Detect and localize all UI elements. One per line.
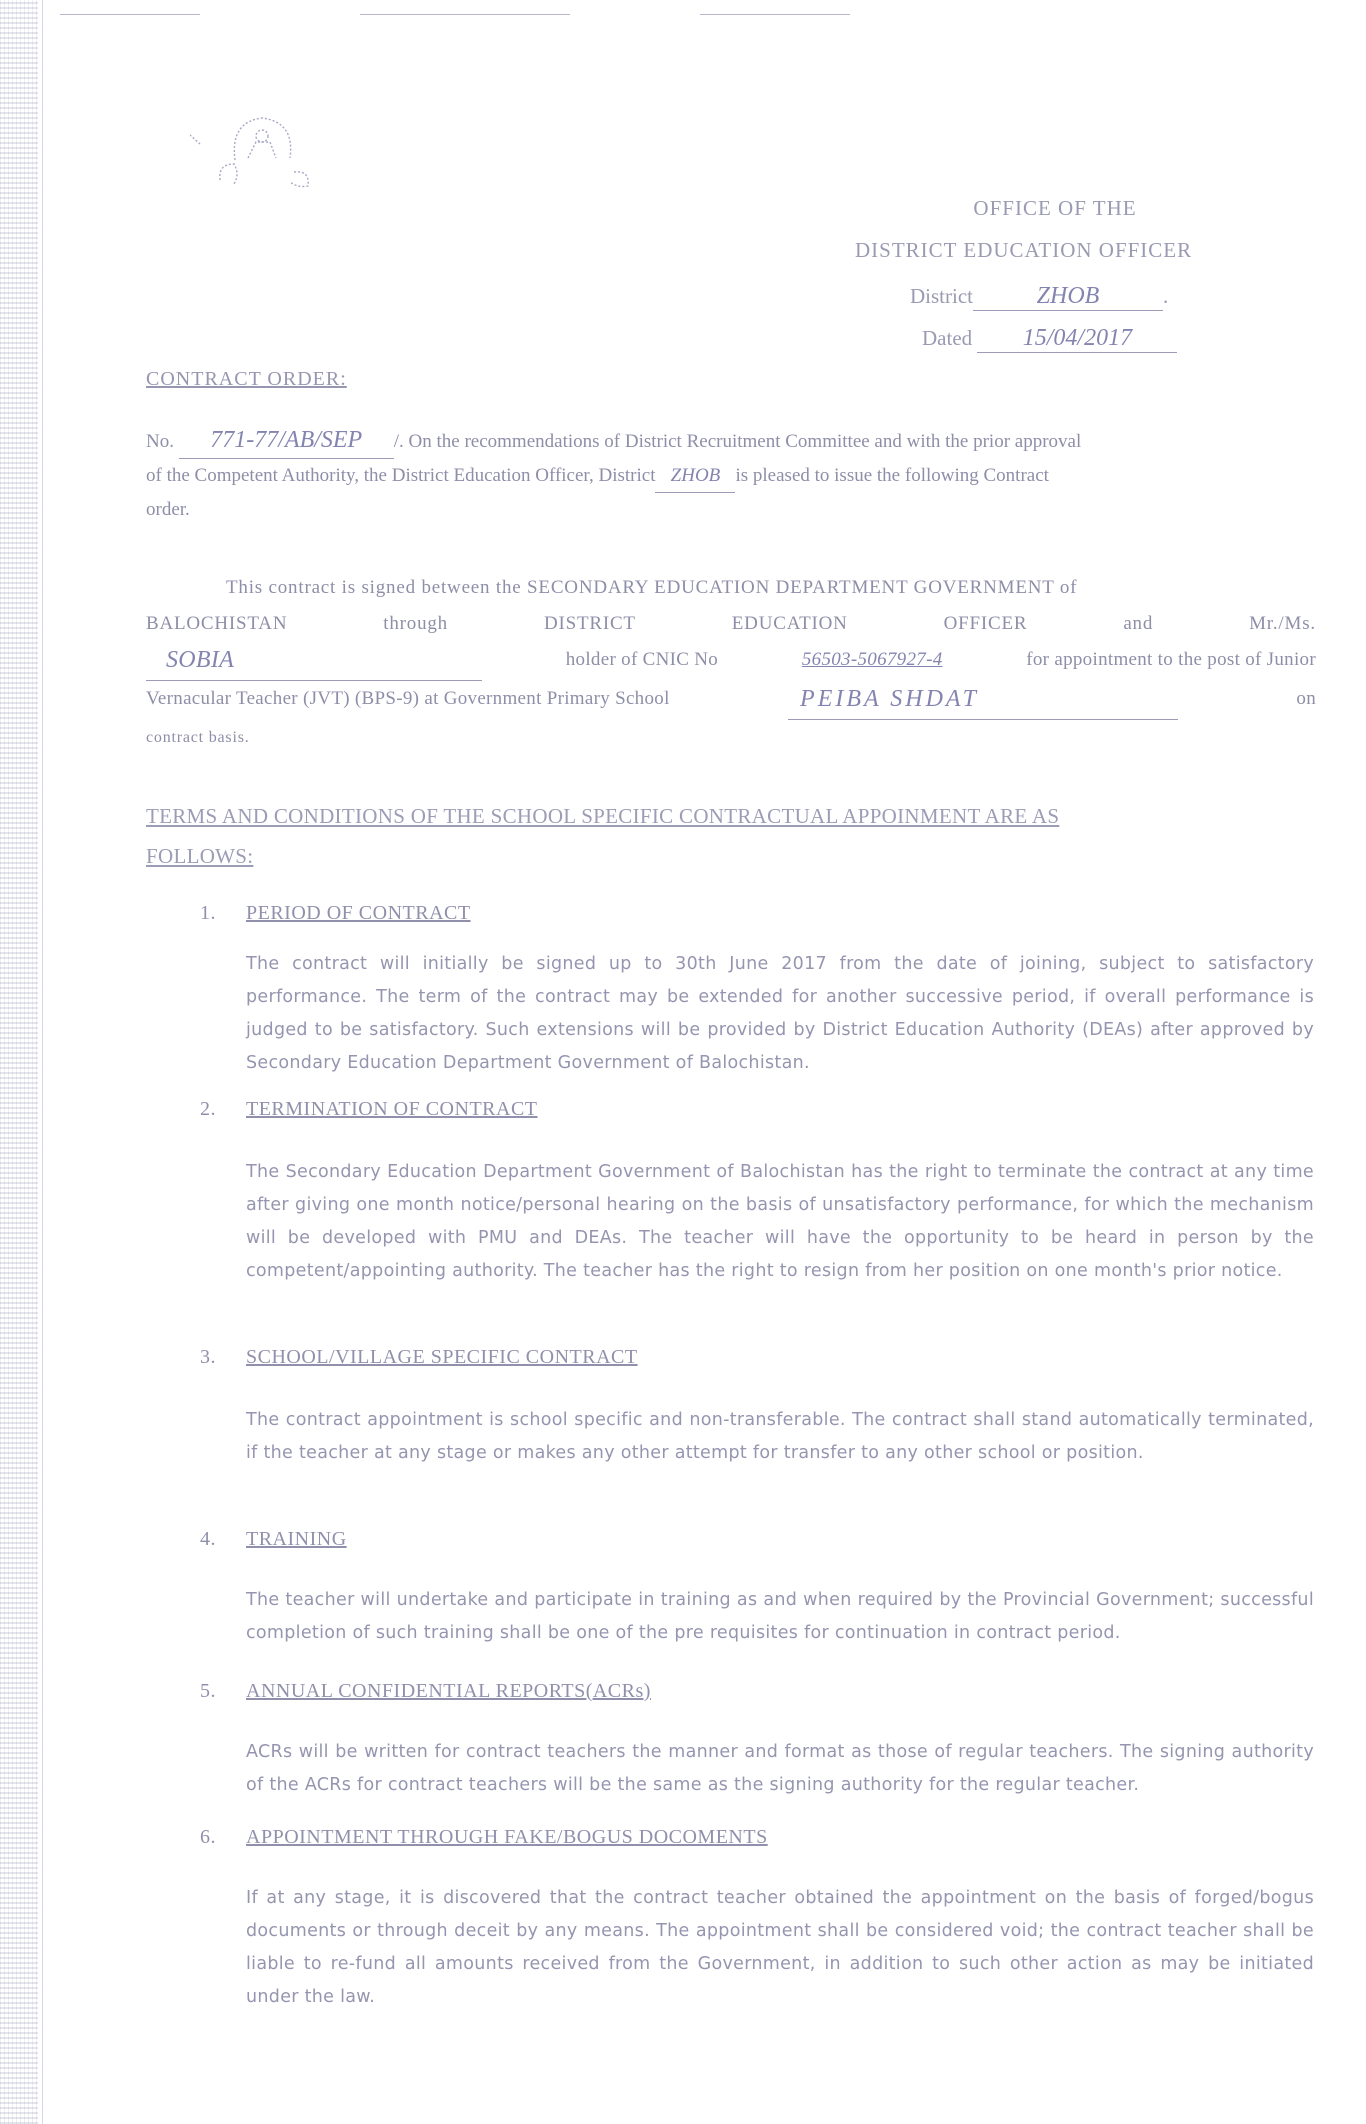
government-emblem-icon [190,100,320,195]
contract-order-title: CONTRACT ORDER: [146,368,347,390]
cnic-handwritten-value: 56503-5067927-4 [801,649,943,670]
top-scan-mark [60,14,200,15]
order-no-label: No. [146,431,174,452]
section-title: SCHOOL/VILLAGE SPECIFIC CONTRACT [246,1346,638,1368]
para2-word: EDUCATION [731,613,848,634]
para2-word: and [1123,613,1154,634]
dated-handwritten-value: 15/04/2017 [1022,325,1133,351]
section-title: TRAINING [246,1528,347,1550]
order-district-handwritten-value: ZHOB [670,465,721,486]
dated-label: Dated [922,326,973,350]
district-field: District ZHOB . [910,283,1169,309]
order-para1-line2-before: of the Competent Authority, the District Education Officer, District [146,465,656,486]
page-edge-line [42,0,43,2124]
order-paragraph-2 [146,570,1316,756]
district-handwritten-value: ZHOB [1036,283,1100,309]
para2-line2 [146,606,1316,642]
top-scan-mark [700,14,850,15]
office-line-1: OFFICE OF THE [973,196,1137,220]
section-5-heading [200,1680,651,1703]
cnic-label: holder of CNIC No [565,649,719,670]
teacher-name-handwritten-value: SOBIA [166,647,235,673]
scan-edge-noise [0,0,38,2124]
order-para1-line3: order. [146,499,190,520]
para2-word: through [383,613,448,634]
section-3-body: The contract appointment is school specific and non-transferable. The contract shall stand automatically terminated, if the teacher at any stage or makes any other attempt for transfer to any other school or position. [246,1410,1314,1463]
para2-word: BALOCHISTAN [146,613,288,634]
section-6-heading [200,1826,768,1849]
section-number: 3. [200,1346,216,1368]
post-text: for appointment to the post of Junior [1026,649,1316,670]
para2-word: OFFICER [943,613,1028,634]
section-number: 2. [200,1098,216,1120]
office-line-2: DISTRICT EDUCATION OFFICER [855,238,1193,262]
section-1-body: The contract will initially be signed up to 30th June 2017 from the date of joining, subject to satisfactory performance. The term of the contract may be extended for another successive period, if overall performance is judged to be satisfactory. Such extensions will be provided by District Education Authority (DEAs) after approved by Secondary Education Department Government of Balochistan. [246,954,1314,1073]
terms-heading [146,796,1236,876]
section-2-body: The Secondary Education Department Government of Balochistan has the right to terminate the contract at any time after giving one month notice/personal hearing on the basis of unsatisfactory performance, for which the mechanism will be developed with PMU and DEAs. The teacher will have the opportunity to be heard in person by the competent/appointing authority. The teacher has the right to resign from her position on one month's prior notice. [246,1162,1314,1281]
section-1-heading [200,902,471,925]
para2-line4-before: Vernacular Teacher (JVT) (BPS-9) at Government Primary School [146,688,670,709]
section-number: 5. [200,1680,216,1702]
section-5-body: ACRs will be written for contract teachers the manner and format as those of regular teachers. The signing authority of the ACRs for contract teachers will be the same as the signing authority for the regular teacher. [246,1742,1314,1795]
section-title: ANNUAL CONFIDENTIAL REPORTS(ACRs) [246,1680,651,1702]
terms-heading-line2: FOLLOWS: [146,844,254,868]
section-4-heading [200,1528,347,1551]
terms-heading-line1: TERMS AND CONDITIONS OF THE SCHOOL SPECIFIC CONTRACTUAL APPOINMENT ARE AS [146,804,1060,828]
section-3-heading [200,1346,638,1369]
district-label: District [910,284,973,308]
section-number: 4. [200,1528,216,1550]
order-no-handwritten-value: 771-77/AB/SEP [210,427,363,453]
para2-line4-after: on [1296,688,1316,709]
para2-line3 [146,642,1316,681]
para2-word: DISTRICT [543,613,636,634]
section-6-body: If at any stage, it is discovered that the contract teacher obtained the appointment on the basis of forged/bogus documents or through deceit by any means. The appointment shall be considered void; the contract teacher shall be liable to re-fund all amounts received from the Government, in addition to such other action as may be initiated under the law. [246,1888,1314,2007]
para2-word: Mr./Ms. [1249,613,1316,634]
order-paragraph-1 [146,424,1316,526]
para2-line4 [146,681,1316,720]
order-para1-line2-after: is pleased to issue the following Contract [735,465,1049,486]
section-title: TERMINATION OF CONTRACT [246,1098,538,1120]
section-title: PERIOD OF CONTRACT [246,902,471,924]
top-scan-mark [360,14,570,15]
para2-line1: This contract is signed between the SECONDARY EDUCATION DEPARTMENT GOVERNMENT of [226,577,1078,598]
dated-field [922,325,1242,353]
order-para1-line1: /. On the recommendations of District Recruitment Committee and with the prior approval [393,431,1082,452]
section-4-body: The teacher will undertake and participate in training as and when required by the Provincial Government; successful completion of such training shall be one of the pre requisites for continuation in contract period. [246,1590,1314,1643]
section-number: 6. [200,1826,216,1848]
section-2-heading [200,1098,538,1121]
section-number: 1. [200,902,216,924]
section-title: APPOINTMENT THROUGH FAKE/BOGUS DOCOMENTS [246,1826,768,1848]
para2-line5: contract basis. [146,729,250,746]
school-name-handwritten-value: PEIBA SHDAT [800,686,980,712]
